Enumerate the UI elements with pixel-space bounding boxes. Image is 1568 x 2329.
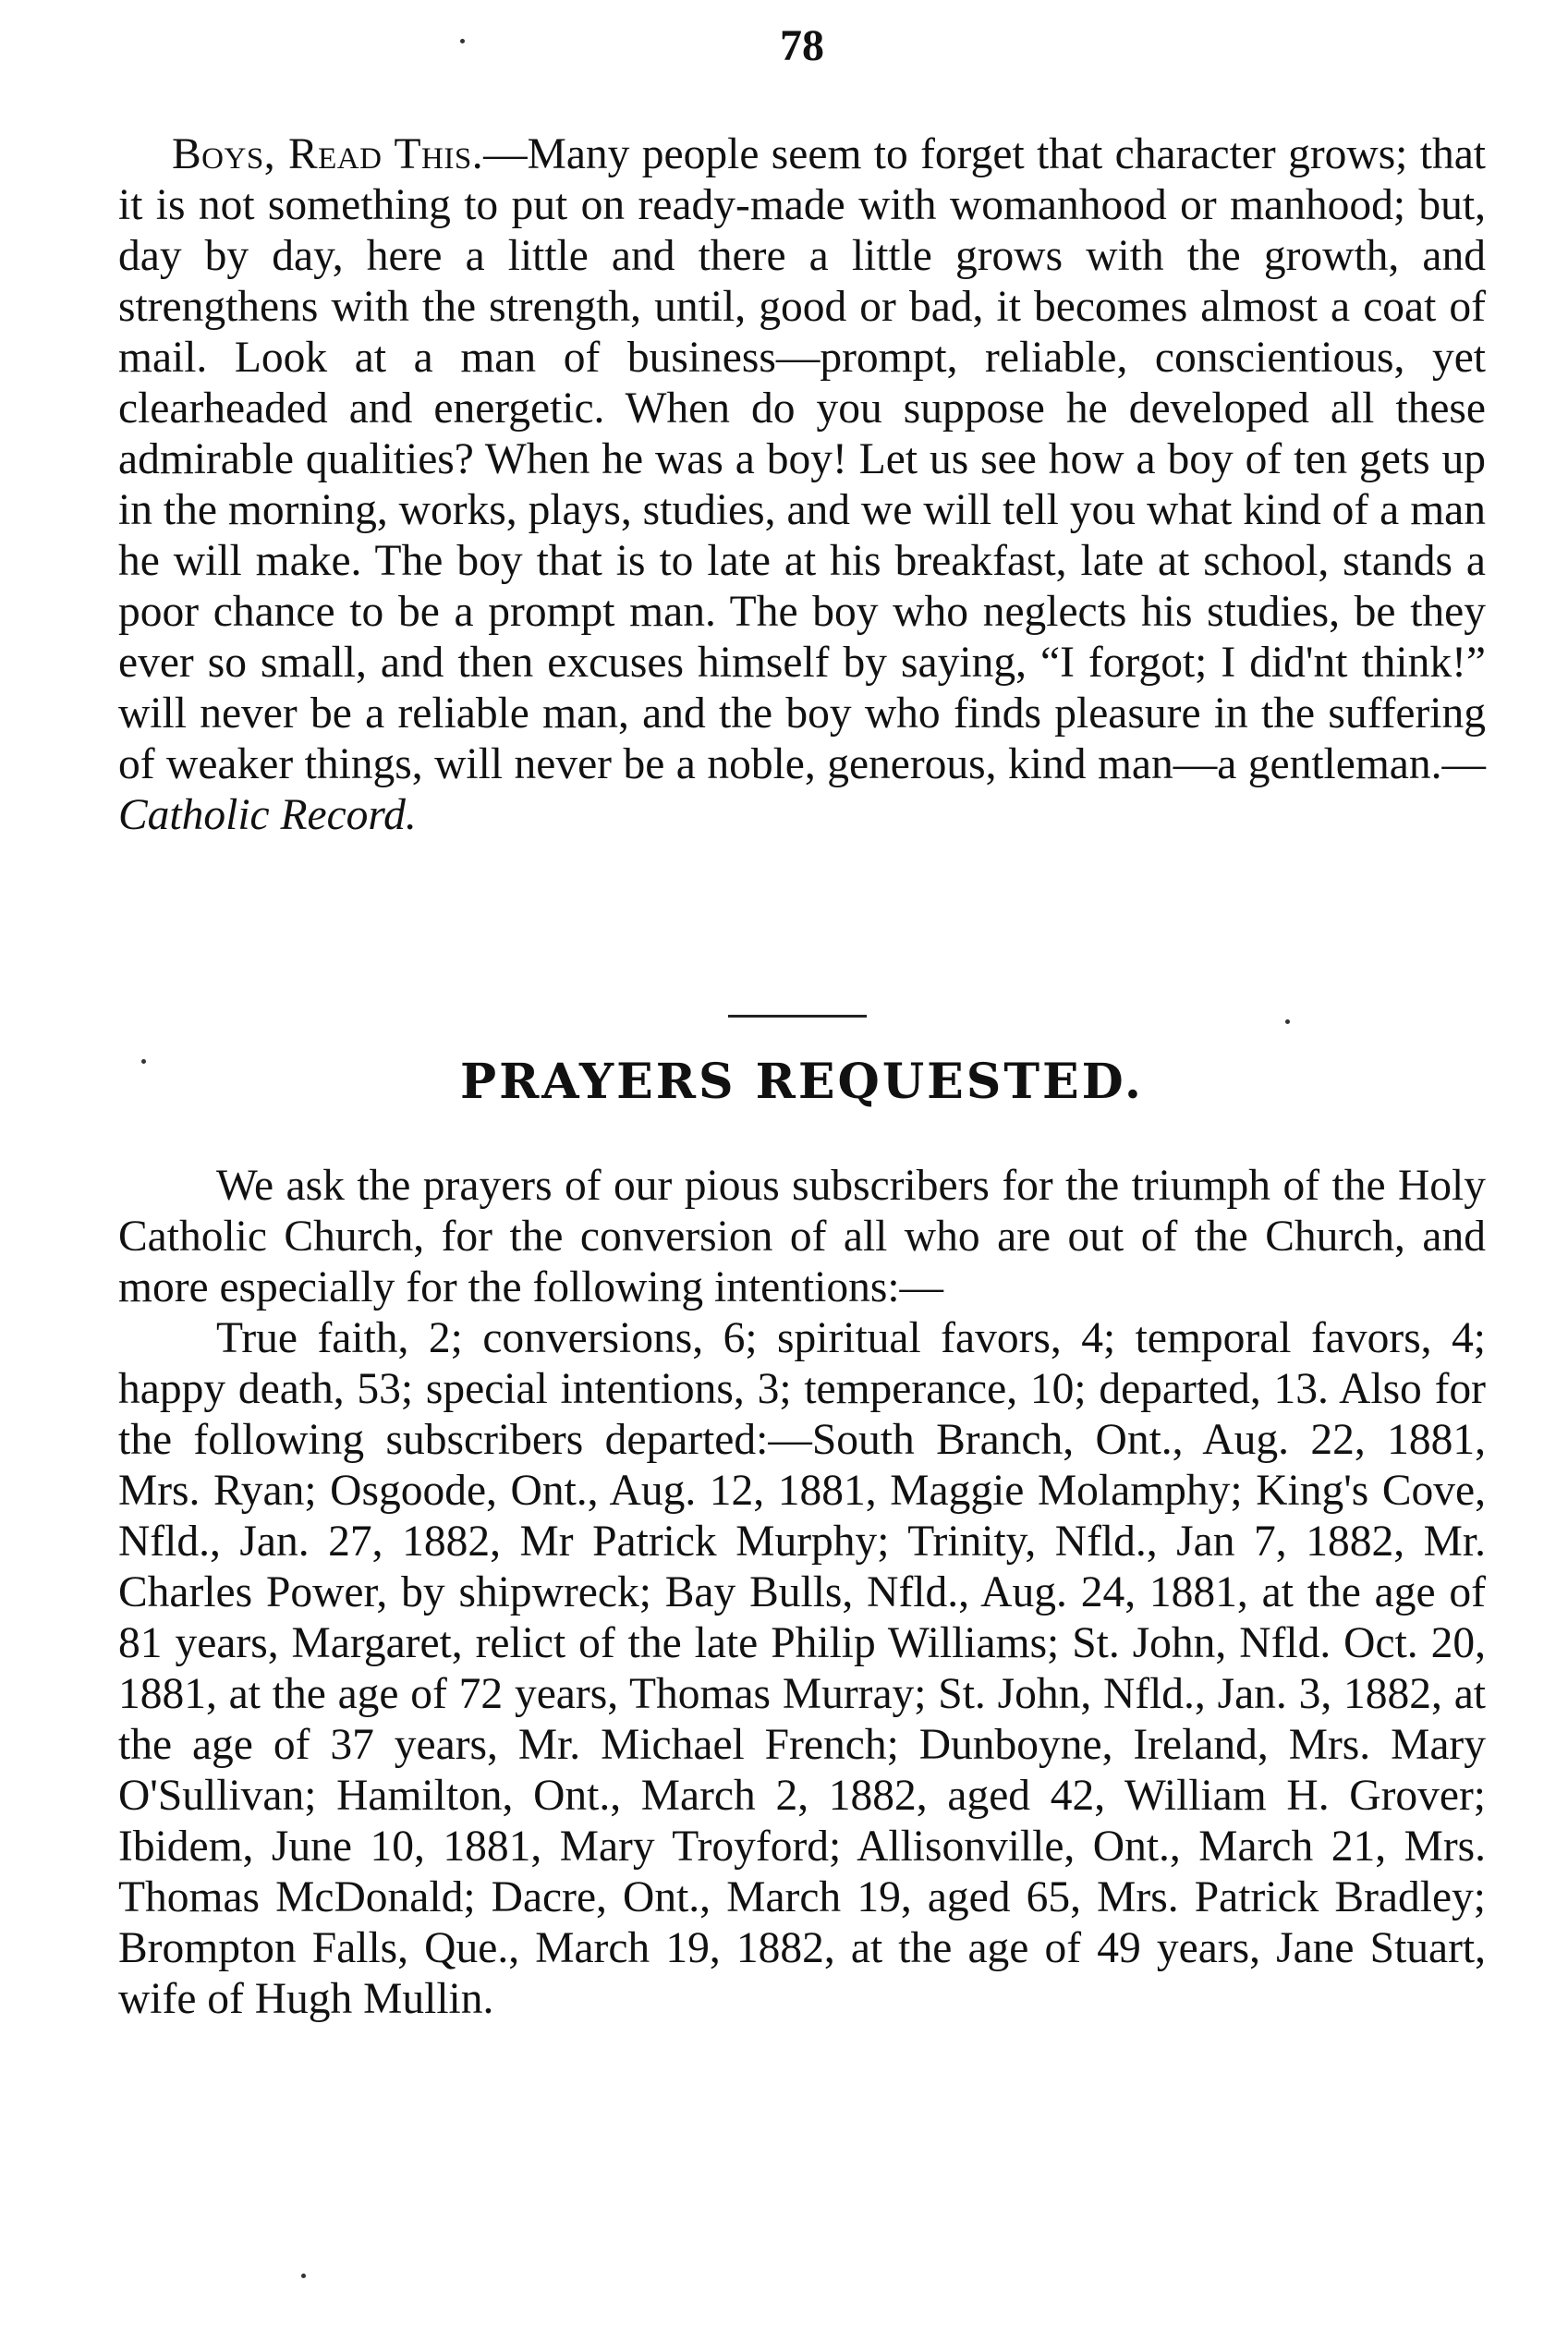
section-divider (728, 1015, 867, 1018)
prayers-intro-paragraph: We ask the prayers of our pious subscribers for the triumph of the Holy Catholic Church, for the conversion of all who are out of the Church, and more especially for the following intentions:— (118, 1162, 1486, 1311)
article-text: —Many people seem to forget that character grows; that it is not something to put on ready-made with womanhood or manhood; but, day by day, here a little and there a little grows with the growth, and strengthens with the strength, until, good or bad, it becomes almost a coat of mail. Look at a man of business—prompt, reliable, conscientious, yet clearheaded and energetic. When do you suppose he developed all these admirable qualities? When he was a boy! Let us see how a boy of ten gets up in the morning, works, plays, studies, and we will tell you what kind of a man he will make. The boy that is to late at his breakfast, late at school, stands a poor chance to be a prompt man. The boy who neglects his studies, be they ever so small, and then excuses himself by saying, “I forgot; I did'nt think!” will never be a reliable man, and the boy who finds pleasure in the suffering of weaker things, will never be a noble, generous, kind man—a gentleman.— (118, 130, 1486, 788)
article-heading: Boys, Read This. (172, 130, 484, 178)
section-title: PRAYERS REQUESTED. (459, 1054, 1145, 1110)
prayers-section-body (118, 1161, 1486, 2025)
print-speck (460, 39, 465, 43)
book-page (118, 0, 1486, 2329)
prayers-intentions-paragraph: True faith, 2; conversions, 6; spiritual favors, 4; temporal favors, 4; happy death, 53; special intentions, 3; temperance, 10; departed, 13. Also for the following subscribers departed:—South Branch, Ont., Aug. 22, 1881, Mrs. Ryan; Osgoode, Ont., Aug. 12, 1881, Maggie Molamphy; King's Cove, Nfld., Jan. 27, 1882, Mr Patrick Murphy; Trinity, Nfld., Jan 7, 1882, Mr. Charles Power, by shipwreck; Bay Bulls, Nfld., Aug. 24, 1881, at the age of 81 years, Margaret, relict of the late Philip Williams; St. John, Nfld. Oct. 20, 1881, at the age of 72 years, Thomas Murray; St. John, Nfld., Jan. 3, 1882, at the age of 37 years, Mr. Michael French; Dunboyne, Ireland, Mrs. Mary O'Sullivan; Hamilton, Ont., March 2, 1882, aged 42, William H. Grover; Ibidem, June 10, 1881, Mary Troyford; Allisonville, Ont., March 21, Mrs. Thomas McDonald; Dacre, Ont., March 19, aged 65, Mrs. Patrick Bradley; Brompton Falls, Que., March 19, 1882, at the age of 49 years, Jane Stuart, wife of Hugh Mullin. (118, 1314, 1486, 2023)
print-speck (301, 2274, 306, 2278)
print-speck (141, 1059, 146, 1064)
page-number: 78 (780, 21, 824, 70)
article-boys-read-this (118, 129, 1486, 841)
print-speck (1285, 1019, 1290, 1024)
article-source: Catholic Record. (118, 791, 417, 839)
